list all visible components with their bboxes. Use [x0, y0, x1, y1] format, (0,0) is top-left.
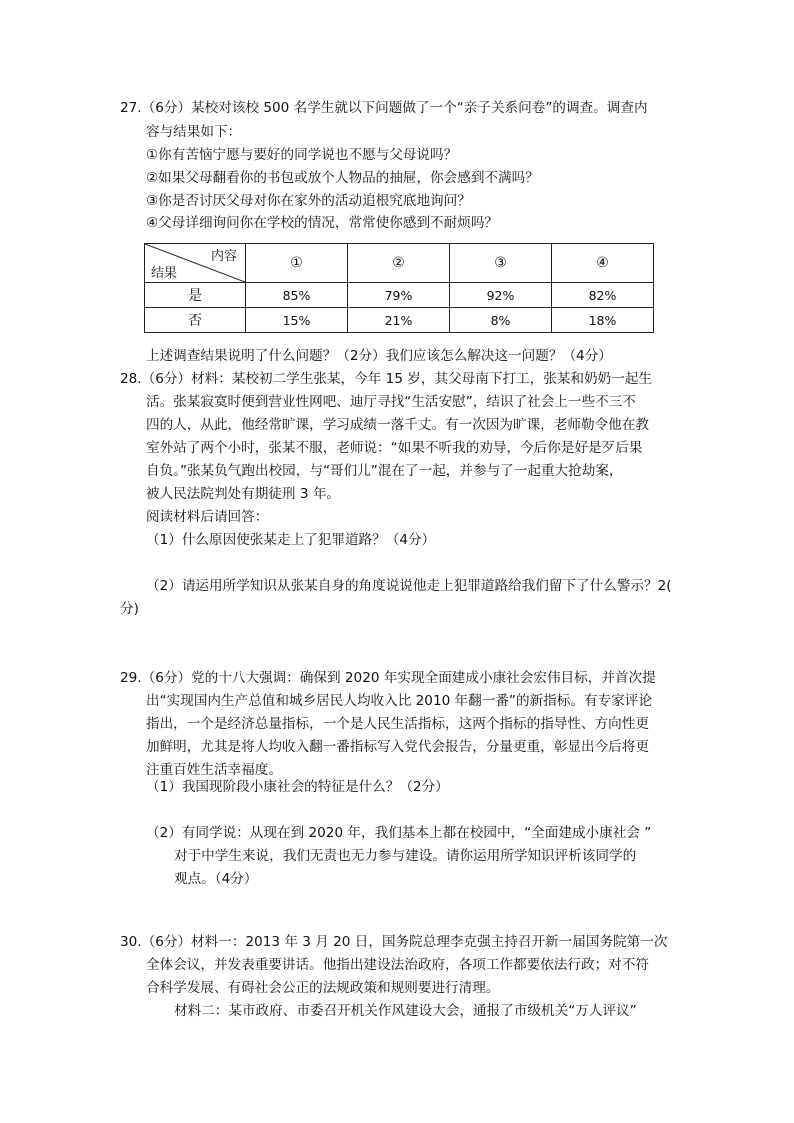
q28-sub-question-1: （1）什么原因使张某走上了犯罪道路？（4分） [146, 532, 436, 548]
table-row [145, 308, 654, 333]
q27-line-2: 容与结果如下： [146, 124, 242, 140]
q30-line-4: 材料二：某市政府、市委召开机关作风建设大会，通报了市级机关“万人评议” [174, 1003, 637, 1019]
diagonal-header-cell [145, 244, 246, 283]
q29-sub-question-2-cont: 对于中学生来说，我们无责也无力参与建设。请你运用所学知识评析该同学的 [174, 848, 637, 864]
q28-line-3: 四的人，从此，他经常旷课，学习成绩一落千丈。有一次因为旷课，老师勒令他在教 [146, 417, 649, 433]
q29-line-5: 注重百姓生活幸福度。 [146, 762, 282, 778]
q30-line-1: 30.（6分）材料一：2013 年 3 月 20 日，国务院总理李克强主持召开新一届国务院第一次 [120, 934, 668, 950]
table-cell: 92% [450, 283, 552, 308]
q30-line-2: 全体会议，并发表重要讲话。他指出建设法治政府，各项工作都要依法行政；对不符 [146, 957, 649, 973]
table-cell: 8% [450, 308, 552, 333]
column-header: ② [348, 244, 450, 283]
q28-sub-question-2: （2）请运用所学知识从张某自身的角度说说他走上犯罪道路给我们留下了什么警示？2( [146, 578, 672, 594]
q28-line-7: 阅读材料后请回答： [146, 509, 269, 525]
q27-line-1: 27.（6分）某校对该校 500 名学生就以下问题做了一个“亲子关系问卷”的调查。调查内 [120, 100, 648, 116]
table-cell: 15% [246, 308, 348, 333]
q27-item-3: ③你是否讨厌父母对你在家外的活动追根究底地询问？ [146, 193, 471, 209]
q28-line-4: 室外站了两个小时，张某不服，老师说：“如果不听我的劝导，今后你是好是歹后果 [146, 440, 643, 456]
row-label: 是 [145, 283, 246, 308]
table-cell: 21% [348, 308, 450, 333]
q27-item-4: ④父母详细询问你在学校的情况，常常使你感到不耐烦吗？ [146, 215, 499, 231]
survey-table [144, 243, 654, 333]
table-row [145, 283, 654, 308]
table-header-row [145, 244, 654, 283]
column-header: ④ [552, 244, 654, 283]
q29-sub-question-2: （2）有同学说：从现在到 2020 年，我们基本上都在校园中，“全面建成小康社会 ” [146, 825, 652, 841]
q29-sub-question-1: （1）我国现阶段小康社会的特征是什么？（2分） [146, 779, 449, 795]
q29-sub-question-2-end: 观点。（4分） [174, 871, 258, 887]
q28-line-1: 28.（6分）材料：某校初二学生张某，今年 15 岁，其父母南下打工，张某和奶奶一起生 [120, 371, 652, 387]
q29-line-3: 指出，一个是经济总量指标，一个是人民生活指标，这两个指标的指导性、方向性更 [146, 716, 649, 732]
column-header: ③ [450, 244, 552, 283]
table-cell: 85% [246, 283, 348, 308]
q28-line-6: 被人民法院判处有期徒刑 3 年。 [146, 486, 341, 502]
q27-question: 上述调查结果说明了什么问题？（2分）我们应该怎么解决这一问题？（4分） [146, 348, 612, 364]
q28-line-2: 活。张某寂寞时便到营业性网吧、迪厅寻找“生活安慰”，结识了社会上一些不三不 [146, 394, 636, 410]
q30-line-3: 合科学发展、有碍社会公正的法规政策和规则要进行清理。 [146, 980, 500, 996]
header-result-label: 结果 [151, 266, 178, 281]
header-content-label: 内容 [210, 249, 237, 264]
table-cell: 82% [552, 283, 654, 308]
q29-line-2: 出“实现国内生产总值和城乡居民人均收入比 2010 年翻一番”的新指标。有专家评论 [146, 693, 652, 709]
q28-line-5: 自负。”张某负气跑出校园，与“哥们儿”混在了一起，并参与了一起重大抢劫案， [146, 463, 623, 479]
q27-item-1: ①你有苦恼宁愿与要好的同学说也不愿与父母说吗？ [146, 147, 458, 163]
table-cell: 18% [552, 308, 654, 333]
column-header: ① [246, 244, 348, 283]
q28-sub-question-2-cont: 分) [120, 601, 139, 617]
q29-line-4: 加鲜明，尤其是将人均收入翻一番指标写入党代会报告，分量更重，彰显出今后将更 [146, 739, 649, 755]
row-label: 否 [145, 308, 246, 333]
table-cell: 79% [348, 283, 450, 308]
q27-item-2: ②如果父母翻看你的书包或放个人物品的抽屉，你会感到不满吗？ [146, 170, 539, 186]
q29-line-1: 29.（6分）党的十八大强调：确保到 2020 年实现全面建成小康社会宏伟目标，并首次提 [120, 670, 656, 686]
